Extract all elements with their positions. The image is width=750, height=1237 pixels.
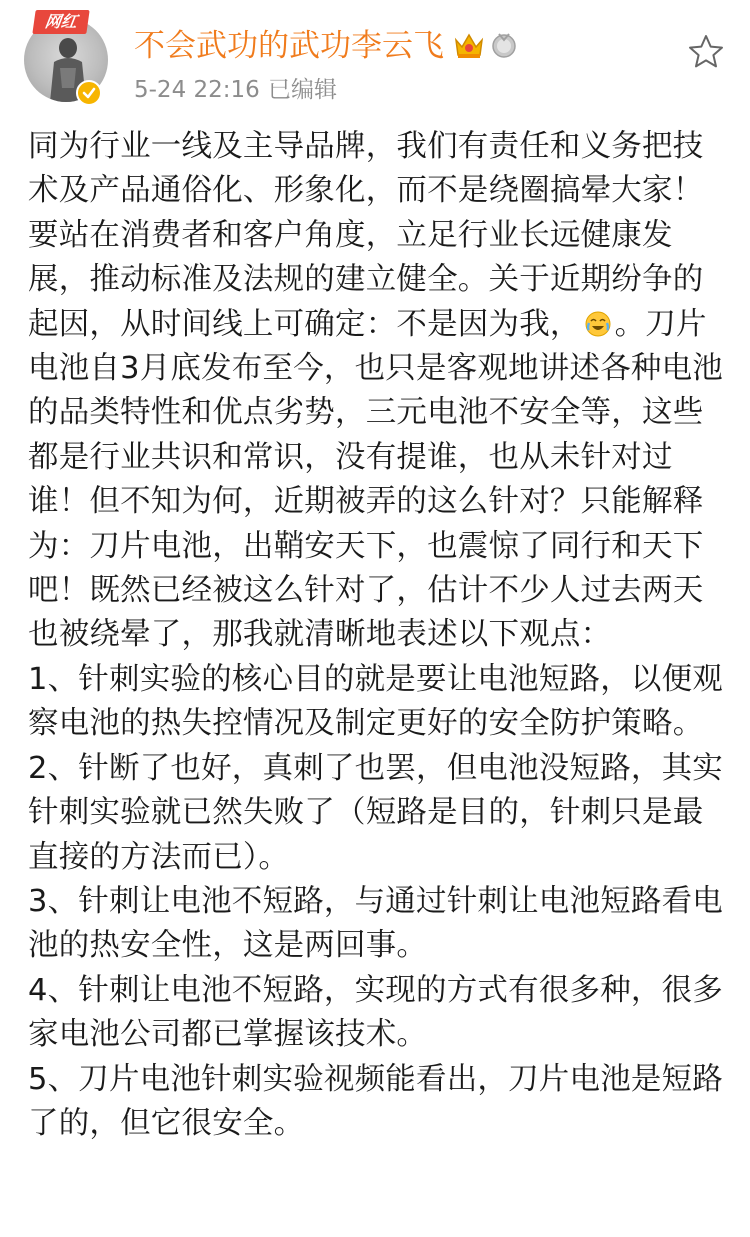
- verified-icon: [76, 80, 102, 106]
- user-name[interactable]: 不会武功的武功李云飞: [134, 28, 444, 64]
- star-icon: [686, 32, 726, 72]
- post-point-4: 4、针刺让电池不短路，实现的方式有很多种，很多家电池公司都已掌握该技术。: [28, 972, 724, 1053]
- post-body: [28, 125, 726, 1146]
- post-point-3: 3、针刺让电池不短路，与通过针刺让电池短路看电池的热安全性，这是两回事。: [28, 883, 724, 964]
- crying-laughing-emoji-icon: [585, 311, 611, 337]
- crown-icon[interactable]: [453, 30, 485, 60]
- web-celebrity-badge: 网红: [32, 10, 89, 34]
- favorite-button[interactable]: [686, 32, 726, 72]
- post-point-1: 1、针刺实验的核心目的就是要让电池短路，以便观察电池的热失控情况及制定更好的安全防护策略。: [28, 661, 724, 742]
- post-header: [0, 0, 750, 120]
- intro-text-part2: 。刀片电池自3月底发布至今，也只是客观地讲述各种电池的品类特性和优点劣势，三元电池不安全等，这些都是行业共识和常识，没有提谁，也从未针对过谁！但不知为何，近期被弄的这么针对？只能解释为：刀片电池，出鞘安天下，也震惊了同行和天下吧！既然已经被这么针对了，估计不少人过去两天也被绕晕了，那我就清晰地表述以下观点：: [28, 306, 724, 653]
- post-point-2: 2、针断了也好，真刺了也罢，但电池没短路，其实针刺实验就已然失败了（短路是目的，针刺只是最直接的方法而已）。: [28, 750, 724, 875]
- edited-label[interactable]: 已编辑: [268, 77, 337, 103]
- post-point-5: 5、刀片电池针刺实验视频能看出，刀片电池是短路了的，但它很安全。: [28, 1061, 724, 1141]
- post-paragraph-intro: [28, 125, 726, 658]
- intro-text-part1: 同为行业一线及主导品牌，我们有责任和义务把技术及产品通俗化、形象化，而不是绕圈搞晕大家！要站在消费者和客户角度，立足行业长远健康发展，推动标准及法规的建立健全。关于近期纷争的起因，从时间线上可确定：不是因为我，: [28, 129, 704, 342]
- medal-icon[interactable]: [490, 30, 518, 60]
- post-timestamp: 5-24 22:16: [134, 77, 260, 103]
